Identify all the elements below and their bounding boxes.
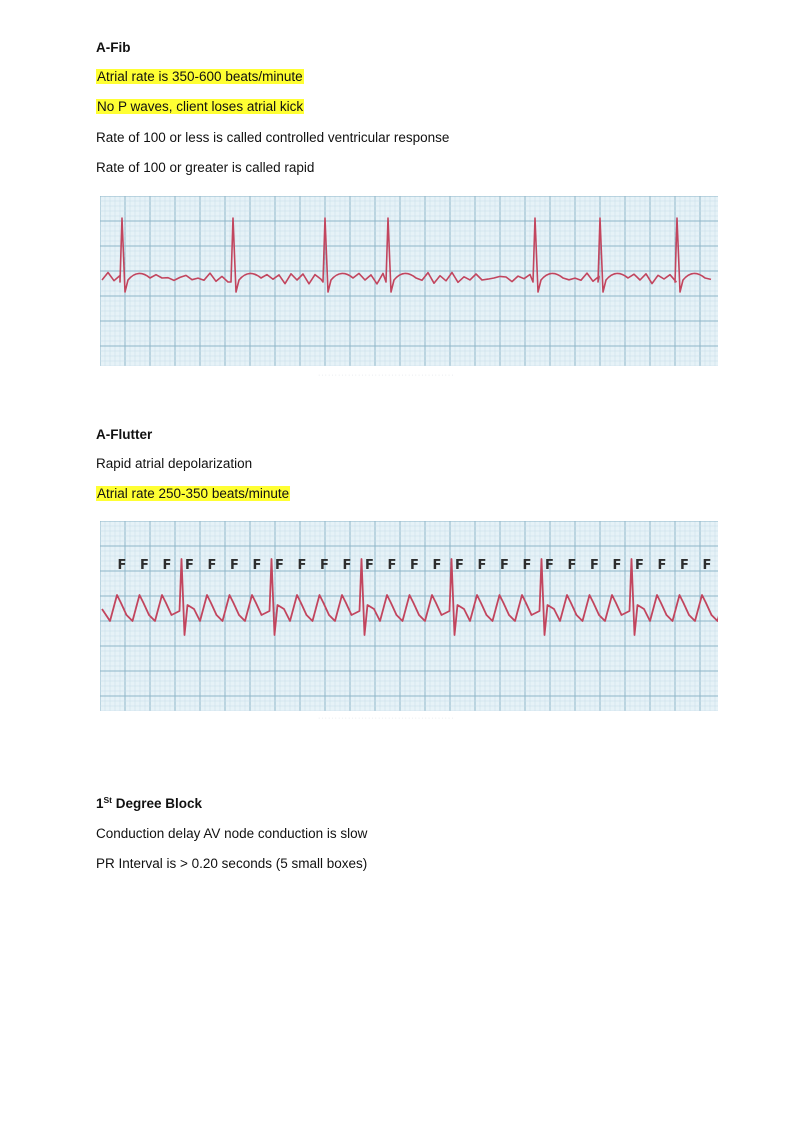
flutter-wave-label: F	[702, 558, 712, 573]
aflutter-ecg-strip	[100, 521, 718, 711]
flutter-wave-label: F	[275, 558, 284, 573]
flutter-wave-label: F	[545, 558, 554, 573]
flutter-wave-label: F	[140, 558, 149, 573]
flutter-wave-label: F	[297, 558, 307, 573]
flutter-wave-label: F	[207, 558, 217, 573]
aflutter-atrial-rate-line: Atrial rate 250-350 beats/minute	[97, 486, 290, 501]
section-title-aflutter: A-Flutter	[96, 427, 153, 442]
flutter-wave-label: F	[387, 558, 397, 573]
flutter-wave-label: F	[590, 558, 599, 573]
afib-strip-faint-caption: ·········································	[318, 372, 455, 379]
afib-ecg-strip	[100, 196, 718, 366]
flutter-wave-label: F	[657, 558, 667, 573]
block-conduction-delay-line: Conduction delay AV node conduction is slow	[96, 826, 368, 841]
section-title-first-degree-block: 1St Degree Block	[96, 795, 203, 811]
flutter-wave-label: F	[342, 558, 352, 573]
aflutter-strip-faint-caption: ·········································	[318, 715, 455, 722]
section-title-afib: A-Fib	[96, 40, 131, 55]
afib-no-p-waves-line: No P waves, client loses atrial kick	[97, 99, 304, 114]
flutter-wave-label: F	[252, 558, 262, 573]
flutter-wave-label: F	[410, 558, 419, 573]
block-pr-interval-line: PR Interval is > 0.20 seconds (5 small boxes)	[96, 856, 368, 871]
flutter-wave-label: F	[635, 558, 644, 573]
flutter-wave-label: F	[455, 558, 464, 573]
flutter-wave-label: F	[117, 558, 127, 573]
afib-atrial-rate-line: Atrial rate is 350-600 beats/minute	[97, 69, 303, 84]
afib-controlled-response-line: Rate of 100 or less is called controlled ventricular response	[96, 130, 450, 145]
flutter-wave-label: F	[680, 558, 689, 573]
afib-rapid-line: Rate of 100 or greater is called rapid	[96, 160, 315, 175]
flutter-wave-label: F	[477, 558, 487, 573]
aflutter-rapid-depolarization-line: Rapid atrial depolarization	[96, 456, 253, 471]
flutter-wave-label: F	[432, 558, 442, 573]
flutter-wave-label: F	[320, 558, 329, 573]
flutter-wave-label: F	[500, 558, 509, 573]
flutter-wave-label: F	[612, 558, 622, 573]
flutter-wave-label: F	[162, 558, 172, 573]
flutter-wave-label: F	[185, 558, 194, 573]
flutter-wave-label: F	[365, 558, 374, 573]
flutter-wave-label: F	[230, 558, 239, 573]
flutter-wave-label: F	[567, 558, 577, 573]
flutter-wave-label: F	[522, 558, 532, 573]
